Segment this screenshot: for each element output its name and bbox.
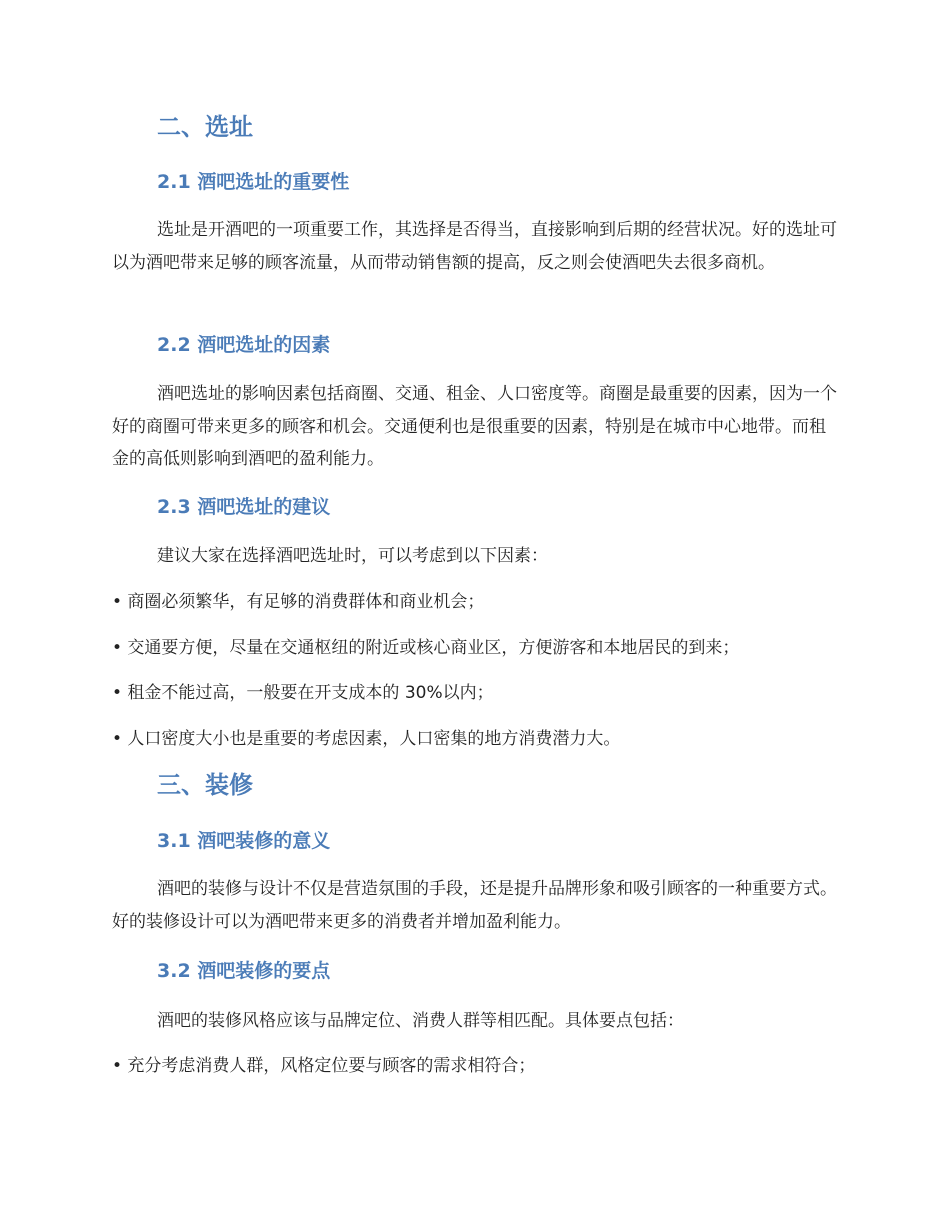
subsection-heading-2-2: 2.2 酒吧选址的因素	[157, 334, 331, 356]
subsection-heading-3-1: 3.1 酒吧装修的意义	[157, 830, 331, 852]
paragraph-2-1: 选址是开酒吧的一项重要工作，其选择是否得当，直接影响到后期的经营状况。好的选址可以为酒吧带来足够的顾客流量，从而带动销售额的提高，反之则会使酒吧失去很多商机。	[112, 220, 837, 273]
paragraph-2-3-intro: 建议大家在选择酒吧选址时，可以考虑到以下因素：	[157, 546, 548, 566]
list-item: • 人口密度大小也是重要的考虑因素，人口密集的地方消费潜力大。	[112, 729, 621, 749]
subsection-heading-3-2: 3.2 酒吧装修的要点	[157, 960, 331, 982]
list-item: • 租金不能过高，一般要在开支成本的 30%以内；	[112, 683, 494, 703]
list-item: • 交通要方便，尽量在交通枢纽的附近或核心商业区，方便游客和本地居民的到来；	[112, 638, 740, 658]
section-heading-site-selection: 二、选址	[157, 113, 253, 141]
paragraph-2-2: 酒吧选址的影响因素包括商圈、交通、租金、人口密度等。商圈是最重要的因素，因为一个好的商圈可带来更多的顾客和机会。交通便利也是很重要的因素，特别是在城市中心地带。而租金的高低则影响到酒吧的盈利能力。	[112, 384, 837, 469]
subsection-heading-2-1: 2.1 酒吧选址的重要性	[157, 171, 350, 193]
subsection-heading-2-3: 2.3 酒吧选址的建议	[157, 496, 331, 518]
list-item: • 充分考虑消费人群，风格定位要与顾客的需求相符合；	[112, 1056, 536, 1076]
list-item: • 商圈必须繁华，有足够的消费群体和商业机会；	[112, 592, 485, 612]
section-heading-decoration: 三、装修	[157, 771, 253, 799]
paragraph-3-1: 酒吧的装修与设计不仅是营造氛围的手段，还是提升品牌形象和吸引顾客的一种重要方式。好的装修设计可以为酒吧带来更多的消费者并增加盈利能力。	[112, 879, 837, 932]
paragraph-3-2-intro: 酒吧的装修风格应该与品牌定位、消费人群等相匹配。具体要点包括：	[157, 1011, 684, 1031]
